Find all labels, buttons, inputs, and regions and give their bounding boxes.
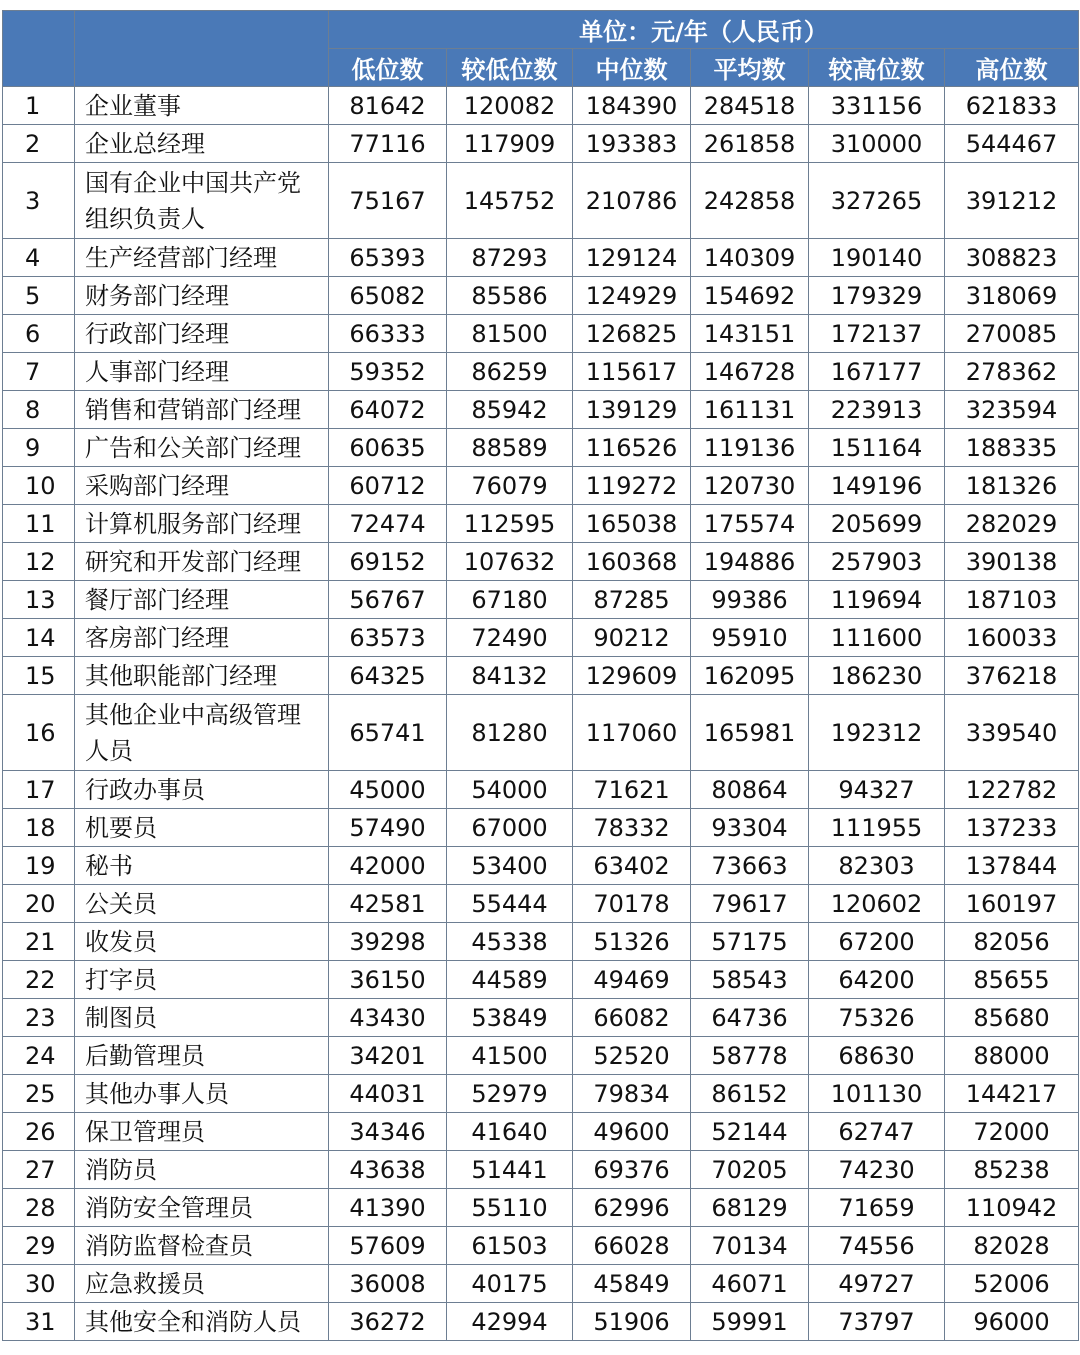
- salary-value: 76079: [447, 467, 573, 505]
- salary-value: 34346: [329, 1113, 447, 1151]
- salary-value: 53400: [447, 847, 573, 885]
- salary-value: 73663: [691, 847, 809, 885]
- salary-value: 115617: [573, 353, 691, 391]
- salary-value: 278362: [945, 353, 1079, 391]
- table-row: [3, 1075, 1079, 1113]
- salary-value: 77116: [329, 125, 447, 163]
- row-number: 5: [3, 277, 75, 315]
- salary-value: 42581: [329, 885, 447, 923]
- table-row: [3, 1113, 1079, 1151]
- table-row: [3, 1227, 1079, 1265]
- salary-value: 74230: [809, 1151, 945, 1189]
- salary-value: 87293: [447, 239, 573, 277]
- salary-value: 124929: [573, 277, 691, 315]
- occupation-name: 公关员: [75, 885, 329, 923]
- occupation-name: 企业董事: [75, 87, 329, 125]
- salary-value: 181326: [945, 467, 1079, 505]
- table-row: [3, 581, 1079, 619]
- occupation-name: 消防监督检查员: [75, 1227, 329, 1265]
- salary-value: 242858: [691, 163, 809, 239]
- salary-value: 62996: [573, 1189, 691, 1227]
- salary-value: 67200: [809, 923, 945, 961]
- row-number: 2: [3, 125, 75, 163]
- salary-value: 85942: [447, 391, 573, 429]
- salary-value: 46071: [691, 1265, 809, 1303]
- column-header: 平均数: [691, 49, 809, 87]
- occupation-name: 机要员: [75, 809, 329, 847]
- table-row: [3, 1189, 1079, 1227]
- salary-value: 184390: [573, 87, 691, 125]
- salary-value: 80864: [691, 771, 809, 809]
- table-row: [3, 505, 1079, 543]
- salary-value: 85238: [945, 1151, 1079, 1189]
- salary-value: 52144: [691, 1113, 809, 1151]
- salary-value: 55444: [447, 885, 573, 923]
- table-row: [3, 1151, 1079, 1189]
- salary-value: 74556: [809, 1227, 945, 1265]
- salary-value: 175574: [691, 505, 809, 543]
- occupation-name: 餐厅部门经理: [75, 581, 329, 619]
- salary-value: 310000: [809, 125, 945, 163]
- salary-value: 391212: [945, 163, 1079, 239]
- table-row: [3, 923, 1079, 961]
- row-number: 31: [3, 1303, 75, 1341]
- table-row: [3, 125, 1079, 163]
- salary-value: 55110: [447, 1189, 573, 1227]
- row-number: 18: [3, 809, 75, 847]
- salary-value: 261858: [691, 125, 809, 163]
- salary-value: 119136: [691, 429, 809, 467]
- table-row: [3, 163, 1079, 239]
- table-row: [3, 771, 1079, 809]
- salary-value: 58543: [691, 961, 809, 999]
- salary-value: 65082: [329, 277, 447, 315]
- salary-value: 90212: [573, 619, 691, 657]
- salary-value: 140309: [691, 239, 809, 277]
- salary-value: 64736: [691, 999, 809, 1037]
- salary-table: [2, 10, 1079, 1341]
- occupation-name: 研究和开发部门经理: [75, 543, 329, 581]
- salary-value: 120730: [691, 467, 809, 505]
- salary-value: 327265: [809, 163, 945, 239]
- salary-value: 192312: [809, 695, 945, 771]
- row-number: 28: [3, 1189, 75, 1227]
- table-row: [3, 429, 1079, 467]
- salary-value: 81642: [329, 87, 447, 125]
- salary-value: 62747: [809, 1113, 945, 1151]
- salary-value: 129124: [573, 239, 691, 277]
- salary-value: 160033: [945, 619, 1079, 657]
- occupation-name: 其他安全和消防人员: [75, 1303, 329, 1341]
- salary-value: 69376: [573, 1151, 691, 1189]
- salary-value: 51906: [573, 1303, 691, 1341]
- salary-value: 71659: [809, 1189, 945, 1227]
- occupation-name: 消防安全管理员: [75, 1189, 329, 1227]
- salary-value: 66333: [329, 315, 447, 353]
- occupation-name: 其他职能部门经理: [75, 657, 329, 695]
- row-number: 21: [3, 923, 75, 961]
- salary-value: 165038: [573, 505, 691, 543]
- table-row: [3, 847, 1079, 885]
- salary-value: 318069: [945, 277, 1079, 315]
- salary-value: 621833: [945, 87, 1079, 125]
- salary-value: 41500: [447, 1037, 573, 1075]
- salary-value: 210786: [573, 163, 691, 239]
- salary-value: 257903: [809, 543, 945, 581]
- header-blank-occupation: [75, 11, 329, 87]
- occupation-name: 生产经营部门经理: [75, 239, 329, 277]
- salary-value: 172137: [809, 315, 945, 353]
- table-row: [3, 695, 1079, 771]
- salary-value: 53849: [447, 999, 573, 1037]
- row-number: 17: [3, 771, 75, 809]
- salary-value: 122782: [945, 771, 1079, 809]
- row-number: 26: [3, 1113, 75, 1151]
- salary-value: 162095: [691, 657, 809, 695]
- salary-value: 59991: [691, 1303, 809, 1341]
- salary-value: 96000: [945, 1303, 1079, 1341]
- salary-value: 65741: [329, 695, 447, 771]
- salary-value: 86259: [447, 353, 573, 391]
- salary-value: 282029: [945, 505, 1079, 543]
- salary-value: 99386: [691, 581, 809, 619]
- salary-value: 87285: [573, 581, 691, 619]
- table-row: [3, 999, 1079, 1037]
- salary-value: 43638: [329, 1151, 447, 1189]
- salary-value: 67180: [447, 581, 573, 619]
- occupation-name: 财务部门经理: [75, 277, 329, 315]
- salary-value: 84132: [447, 657, 573, 695]
- occupation-name: 其他企业中高级管理人员: [75, 695, 329, 771]
- salary-value: 117060: [573, 695, 691, 771]
- salary-value: 52006: [945, 1265, 1079, 1303]
- row-number: 15: [3, 657, 75, 695]
- row-number: 16: [3, 695, 75, 771]
- occupation-name: 客房部门经理: [75, 619, 329, 657]
- occupation-name: 其他办事人员: [75, 1075, 329, 1113]
- salary-value: 54000: [447, 771, 573, 809]
- salary-value: 85680: [945, 999, 1079, 1037]
- row-number: 19: [3, 847, 75, 885]
- salary-value: 73797: [809, 1303, 945, 1341]
- row-number: 7: [3, 353, 75, 391]
- salary-value: 42994: [447, 1303, 573, 1341]
- salary-value: 126825: [573, 315, 691, 353]
- salary-value: 120082: [447, 87, 573, 125]
- row-number: 9: [3, 429, 75, 467]
- salary-value: 60635: [329, 429, 447, 467]
- column-header: 较高位数: [809, 49, 945, 87]
- salary-value: 93304: [691, 809, 809, 847]
- salary-value: 63573: [329, 619, 447, 657]
- salary-value: 57609: [329, 1227, 447, 1265]
- salary-value: 39298: [329, 923, 447, 961]
- salary-value: 129609: [573, 657, 691, 695]
- salary-value: 57175: [691, 923, 809, 961]
- salary-value: 165981: [691, 695, 809, 771]
- occupation-name: 广告和公关部门经理: [75, 429, 329, 467]
- salary-value: 544467: [945, 125, 1079, 163]
- salary-value: 95910: [691, 619, 809, 657]
- salary-value: 339540: [945, 695, 1079, 771]
- table-row: [3, 885, 1079, 923]
- salary-value: 75326: [809, 999, 945, 1037]
- salary-value: 82028: [945, 1227, 1079, 1265]
- salary-value: 112595: [447, 505, 573, 543]
- salary-value: 193383: [573, 125, 691, 163]
- salary-value: 52520: [573, 1037, 691, 1075]
- salary-value: 51441: [447, 1151, 573, 1189]
- salary-value: 205699: [809, 505, 945, 543]
- salary-value: 40175: [447, 1265, 573, 1303]
- salary-value: 390138: [945, 543, 1079, 581]
- table-row: [3, 239, 1079, 277]
- table-body: [3, 87, 1079, 1341]
- salary-value: 145752: [447, 163, 573, 239]
- table-row: [3, 467, 1079, 505]
- salary-value: 68630: [809, 1037, 945, 1075]
- occupation-name: 销售和营销部门经理: [75, 391, 329, 429]
- row-number: 1: [3, 87, 75, 125]
- row-number: 23: [3, 999, 75, 1037]
- salary-value: 110942: [945, 1189, 1079, 1227]
- salary-value: 86152: [691, 1075, 809, 1113]
- salary-value: 58778: [691, 1037, 809, 1075]
- salary-value: 71621: [573, 771, 691, 809]
- row-number: 20: [3, 885, 75, 923]
- salary-value: 56767: [329, 581, 447, 619]
- salary-value: 79617: [691, 885, 809, 923]
- salary-value: 61503: [447, 1227, 573, 1265]
- salary-value: 331156: [809, 87, 945, 125]
- table-header: [3, 11, 1079, 87]
- salary-value: 139129: [573, 391, 691, 429]
- salary-value: 36008: [329, 1265, 447, 1303]
- salary-value: 36150: [329, 961, 447, 999]
- row-number: 24: [3, 1037, 75, 1075]
- header-blank-number: [3, 11, 75, 87]
- salary-value: 194886: [691, 543, 809, 581]
- row-number: 4: [3, 239, 75, 277]
- table-row: [3, 391, 1079, 429]
- salary-value: 49469: [573, 961, 691, 999]
- salary-value: 376218: [945, 657, 1079, 695]
- occupation-name: 国有企业中国共产党组织负责人: [75, 163, 329, 239]
- column-header: 低位数: [329, 49, 447, 87]
- row-number: 12: [3, 543, 75, 581]
- salary-value: 45849: [573, 1265, 691, 1303]
- table-row: [3, 1037, 1079, 1075]
- salary-value: 190140: [809, 239, 945, 277]
- row-number: 14: [3, 619, 75, 657]
- salary-value: 69152: [329, 543, 447, 581]
- salary-value: 70178: [573, 885, 691, 923]
- occupation-name: 计算机服务部门经理: [75, 505, 329, 543]
- salary-value: 66082: [573, 999, 691, 1037]
- salary-value: 45000: [329, 771, 447, 809]
- salary-value: 44031: [329, 1075, 447, 1113]
- salary-value: 323594: [945, 391, 1079, 429]
- salary-value: 119694: [809, 581, 945, 619]
- salary-value: 101130: [809, 1075, 945, 1113]
- salary-value: 160197: [945, 885, 1079, 923]
- salary-value: 70134: [691, 1227, 809, 1265]
- occupation-name: 收发员: [75, 923, 329, 961]
- salary-value: 44589: [447, 961, 573, 999]
- salary-value: 149196: [809, 467, 945, 505]
- column-header: 较低位数: [447, 49, 573, 87]
- row-number: 3: [3, 163, 75, 239]
- salary-value: 41390: [329, 1189, 447, 1227]
- salary-value: 57490: [329, 809, 447, 847]
- occupation-name: 行政部门经理: [75, 315, 329, 353]
- salary-value: 36272: [329, 1303, 447, 1341]
- salary-value: 72474: [329, 505, 447, 543]
- salary-value: 78332: [573, 809, 691, 847]
- salary-value: 161131: [691, 391, 809, 429]
- salary-value: 270085: [945, 315, 1079, 353]
- salary-value: 179329: [809, 277, 945, 315]
- salary-value: 45338: [447, 923, 573, 961]
- salary-value: 64200: [809, 961, 945, 999]
- salary-value: 151164: [809, 429, 945, 467]
- salary-value: 49600: [573, 1113, 691, 1151]
- row-number: 10: [3, 467, 75, 505]
- salary-value: 60712: [329, 467, 447, 505]
- occupation-name: 消防员: [75, 1151, 329, 1189]
- column-header: 中位数: [573, 49, 691, 87]
- salary-value: 81500: [447, 315, 573, 353]
- table-row: [3, 1303, 1079, 1341]
- salary-value: 116526: [573, 429, 691, 467]
- occupation-name: 应急救援员: [75, 1265, 329, 1303]
- salary-value: 67000: [447, 809, 573, 847]
- salary-value: 34201: [329, 1037, 447, 1075]
- salary-value: 186230: [809, 657, 945, 695]
- occupation-name: 保卫管理员: [75, 1113, 329, 1151]
- salary-value: 72490: [447, 619, 573, 657]
- row-number: 13: [3, 581, 75, 619]
- table-row: [3, 315, 1079, 353]
- salary-value: 187103: [945, 581, 1079, 619]
- salary-value: 49727: [809, 1265, 945, 1303]
- salary-value: 82303: [809, 847, 945, 885]
- unit-header: 单位：元/年（人民币）: [329, 11, 1079, 49]
- salary-value: 59352: [329, 353, 447, 391]
- salary-value: 42000: [329, 847, 447, 885]
- salary-value: 66028: [573, 1227, 691, 1265]
- salary-value: 223913: [809, 391, 945, 429]
- salary-value: 154692: [691, 277, 809, 315]
- salary-value: 85586: [447, 277, 573, 315]
- row-number: 27: [3, 1151, 75, 1189]
- table-row: [3, 657, 1079, 695]
- salary-value: 146728: [691, 353, 809, 391]
- salary-value: 111955: [809, 809, 945, 847]
- salary-value: 119272: [573, 467, 691, 505]
- occupation-name: 人事部门经理: [75, 353, 329, 391]
- occupation-name: 制图员: [75, 999, 329, 1037]
- table-row: [3, 543, 1079, 581]
- table-row: [3, 1265, 1079, 1303]
- row-number: 30: [3, 1265, 75, 1303]
- salary-value: 284518: [691, 87, 809, 125]
- occupation-name: 秘书: [75, 847, 329, 885]
- salary-value: 120602: [809, 885, 945, 923]
- salary-value: 52979: [447, 1075, 573, 1113]
- table-row: [3, 809, 1079, 847]
- salary-value: 88589: [447, 429, 573, 467]
- row-number: 25: [3, 1075, 75, 1113]
- salary-value: 107632: [447, 543, 573, 581]
- occupation-name: 行政办事员: [75, 771, 329, 809]
- salary-value: 143151: [691, 315, 809, 353]
- salary-value: 117909: [447, 125, 573, 163]
- occupation-name: 企业总经理: [75, 125, 329, 163]
- salary-value: 81280: [447, 695, 573, 771]
- salary-value: 94327: [809, 771, 945, 809]
- table-row: [3, 353, 1079, 391]
- salary-value: 64325: [329, 657, 447, 695]
- column-header: 高位数: [945, 49, 1079, 87]
- occupation-name: 后勤管理员: [75, 1037, 329, 1075]
- salary-value: 75167: [329, 163, 447, 239]
- row-number: 22: [3, 961, 75, 999]
- row-number: 6: [3, 315, 75, 353]
- salary-value: 70205: [691, 1151, 809, 1189]
- table-row: [3, 961, 1079, 999]
- salary-value: 65393: [329, 239, 447, 277]
- salary-value: 68129: [691, 1189, 809, 1227]
- salary-value: 160368: [573, 543, 691, 581]
- salary-value: 51326: [573, 923, 691, 961]
- salary-value: 308823: [945, 239, 1079, 277]
- table-row: [3, 277, 1079, 315]
- row-number: 8: [3, 391, 75, 429]
- occupation-name: 打字员: [75, 961, 329, 999]
- salary-value: 41640: [447, 1113, 573, 1151]
- salary-value: 137844: [945, 847, 1079, 885]
- table-row: [3, 87, 1079, 125]
- salary-value: 82056: [945, 923, 1079, 961]
- occupation-name: 采购部门经理: [75, 467, 329, 505]
- salary-value: 64072: [329, 391, 447, 429]
- salary-value: 72000: [945, 1113, 1079, 1151]
- salary-value: 79834: [573, 1075, 691, 1113]
- salary-value: 137233: [945, 809, 1079, 847]
- salary-value: 85655: [945, 961, 1079, 999]
- salary-value: 144217: [945, 1075, 1079, 1113]
- salary-value: 111600: [809, 619, 945, 657]
- salary-value: 63402: [573, 847, 691, 885]
- row-number: 29: [3, 1227, 75, 1265]
- row-number: 11: [3, 505, 75, 543]
- salary-value: 188335: [945, 429, 1079, 467]
- table-row: [3, 619, 1079, 657]
- salary-value: 167177: [809, 353, 945, 391]
- salary-value: 43430: [329, 999, 447, 1037]
- salary-value: 88000: [945, 1037, 1079, 1075]
